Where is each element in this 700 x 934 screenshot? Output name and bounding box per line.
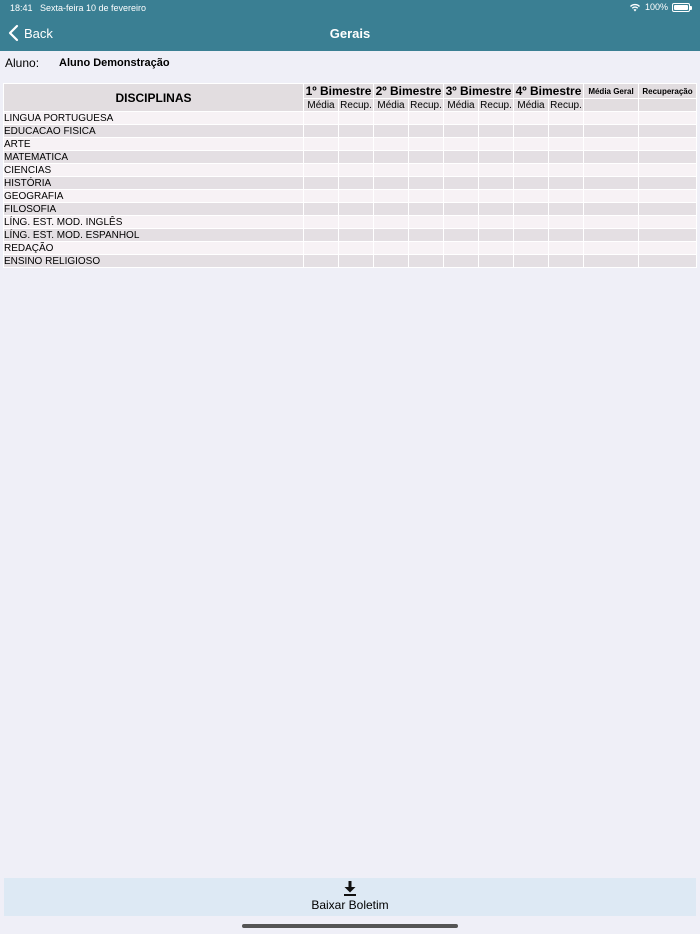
bimestre-4-header: 4º Bimestre [514,84,584,99]
grade-cell [304,242,339,255]
recup-subheader: Recup. [410,99,442,111]
media-geral-subheader [584,99,639,112]
grade-cell [514,190,549,203]
grade-cell [444,164,479,177]
subject-name: LÍNG. EST. MOD. INGLÊS [4,216,304,229]
grade-cell [374,177,409,190]
grade-cell [409,112,444,125]
grade-cell [339,242,374,255]
grade-cell [444,255,479,268]
grade-cell [549,112,584,125]
grade-cell [409,190,444,203]
grades-table-body [4,112,697,268]
grade-cell [374,203,409,216]
recup-subheader: Recup. [340,99,372,111]
grade-cell [339,112,374,125]
grade-cell [409,242,444,255]
subject-name: ENSINO RELIGIOSO [4,255,304,268]
grade-cell [549,255,584,268]
grade-cell [444,216,479,229]
grade-cell [514,216,549,229]
grade-cell [549,216,584,229]
grades-table [3,83,697,268]
grade-cell [549,203,584,216]
grade-cell [584,112,639,125]
grade-cell [339,151,374,164]
grade-cell [304,164,339,177]
student-label: Aluno: [5,56,40,70]
grade-cell [639,138,697,151]
grade-cell [479,151,514,164]
grade-cell [444,242,479,255]
grade-cell [514,138,549,151]
table-row [4,242,697,255]
grade-cell [639,203,697,216]
grade-cell [479,190,514,203]
grade-cell [339,125,374,138]
grade-cell [584,255,639,268]
grade-cell [409,255,444,268]
table-row [4,203,697,216]
grade-cell [479,229,514,242]
status-date: Sexta-feira 10 de fevereiro [40,3,147,13]
table-row [4,112,697,125]
grade-cell [409,203,444,216]
grade-cell [514,151,549,164]
grade-cell [549,190,584,203]
grade-cell [639,216,697,229]
grade-cell [549,138,584,151]
grade-cell [339,216,374,229]
media-subheader: Média [304,99,339,112]
table-row [4,125,697,138]
grade-cell [584,190,639,203]
grade-cell [584,203,639,216]
grade-cell [444,177,479,190]
media-subheader: Média [514,99,549,112]
grade-cell [304,177,339,190]
student-info [5,56,170,70]
download-label: Baixar Boletim [311,898,389,912]
table-row [4,190,697,203]
grade-cell [409,151,444,164]
home-indicator [242,924,458,928]
grade-cell [374,229,409,242]
grade-cell [639,112,697,125]
grade-cell [639,151,697,164]
download-report-button[interactable] [4,878,696,916]
student-name: Aluno Demonstração [59,57,170,69]
grade-cell [479,164,514,177]
grade-cell [444,125,479,138]
grade-cell [479,216,514,229]
grade-cell [409,177,444,190]
subject-name: LÍNG. EST. MOD. ESPANHOL [4,229,304,242]
battery-icon [672,3,690,12]
table-row [4,138,697,151]
grade-cell [374,138,409,151]
recup-subheader: Recup. [480,99,512,111]
grade-cell [304,138,339,151]
grade-cell [514,112,549,125]
subject-name: EDUCACAO FISICA [4,125,304,138]
grade-cell [549,151,584,164]
subject-name: CIENCIAS [4,164,304,177]
grade-cell [639,177,697,190]
subject-name: LINGUA PORTUGUESA [4,112,304,125]
grade-cell [339,138,374,151]
bimestre-1-header: 1º Bimestre [304,84,374,99]
grade-cell [304,190,339,203]
grade-cell [339,255,374,268]
grade-cell [479,125,514,138]
grade-cell [549,125,584,138]
back-label: Back [24,25,53,41]
grade-cell [479,255,514,268]
media-geral-header: Média Geral [584,84,639,99]
grade-cell [584,151,639,164]
grade-cell [339,164,374,177]
grade-cell [479,242,514,255]
battery-percent: 100% [644,2,668,12]
grade-cell [514,255,549,268]
disciplinas-header: DISCIPLINAS [4,84,304,112]
subject-name: FILOSOFIA [4,203,304,216]
subject-name: GEOGRAFIA [4,190,304,203]
grade-cell [409,229,444,242]
grade-cell [444,112,479,125]
grade-cell [639,255,697,268]
status-indicators [629,2,690,12]
table-row [4,255,697,268]
grade-cell [339,203,374,216]
grade-cell [444,138,479,151]
table-row [4,216,697,229]
grade-cell [444,151,479,164]
table-row [4,177,697,190]
bimestre-2-header: 2º Bimestre [374,84,444,99]
media-subheader: Média [444,99,479,112]
grade-cell [304,216,339,229]
grade-cell [639,242,697,255]
grade-cell [584,229,639,242]
subject-name: ARTE [4,138,304,151]
grade-cell [304,229,339,242]
grade-cell [374,216,409,229]
grade-cell [584,216,639,229]
recuperacao-header: Recuperação [639,84,697,99]
grade-cell [639,164,697,177]
grade-cell [584,242,639,255]
grade-cell [584,125,639,138]
grade-cell [639,229,697,242]
grade-cell [374,164,409,177]
grade-cell [374,125,409,138]
grade-cell [409,164,444,177]
media-subheader: Média [374,99,409,112]
grade-cell [549,177,584,190]
grade-cell [479,203,514,216]
grade-cell [479,112,514,125]
bimestre-3-header: 3º Bimestre [444,84,514,99]
grade-cell [584,164,639,177]
grade-cell [514,242,549,255]
grade-cell [639,125,697,138]
grade-cell [374,151,409,164]
grade-cell [444,190,479,203]
grade-cell [514,229,549,242]
status-time: 18:41 [10,3,33,13]
grade-cell [304,203,339,216]
grade-cell [409,216,444,229]
grade-cell [514,177,549,190]
wifi-icon [629,3,641,12]
grade-cell [339,229,374,242]
table-row [4,164,697,177]
grade-cell [514,203,549,216]
grade-cell [514,125,549,138]
subject-name: REDAÇÃO [4,242,304,255]
recup-subheader: Recup. [550,99,582,111]
grade-cell [374,112,409,125]
navigation-bar [0,0,700,51]
table-row [4,151,697,164]
grade-cell [374,190,409,203]
table-row [4,229,697,242]
grade-cell [339,177,374,190]
grade-cell [444,229,479,242]
grade-cell [514,164,549,177]
grade-cell [479,138,514,151]
grade-cell [549,164,584,177]
grade-cell [409,138,444,151]
grade-cell [304,125,339,138]
grade-cell [479,177,514,190]
grade-cell [639,190,697,203]
grade-cell [444,203,479,216]
grade-cell [549,242,584,255]
grade-cell [584,138,639,151]
subject-name: HISTÓRIA [4,177,304,190]
subject-name: MATEMATICA [4,151,304,164]
grade-cell [549,229,584,242]
grade-cell [374,242,409,255]
grade-cell [339,190,374,203]
grade-cell [304,151,339,164]
grade-cell [374,255,409,268]
grade-cell [304,255,339,268]
grade-cell [584,177,639,190]
grade-cell [409,125,444,138]
grade-cell [304,112,339,125]
recuperacao-subheader [639,99,697,112]
page-title: Gerais [329,26,371,41]
download-icon [343,881,357,896]
